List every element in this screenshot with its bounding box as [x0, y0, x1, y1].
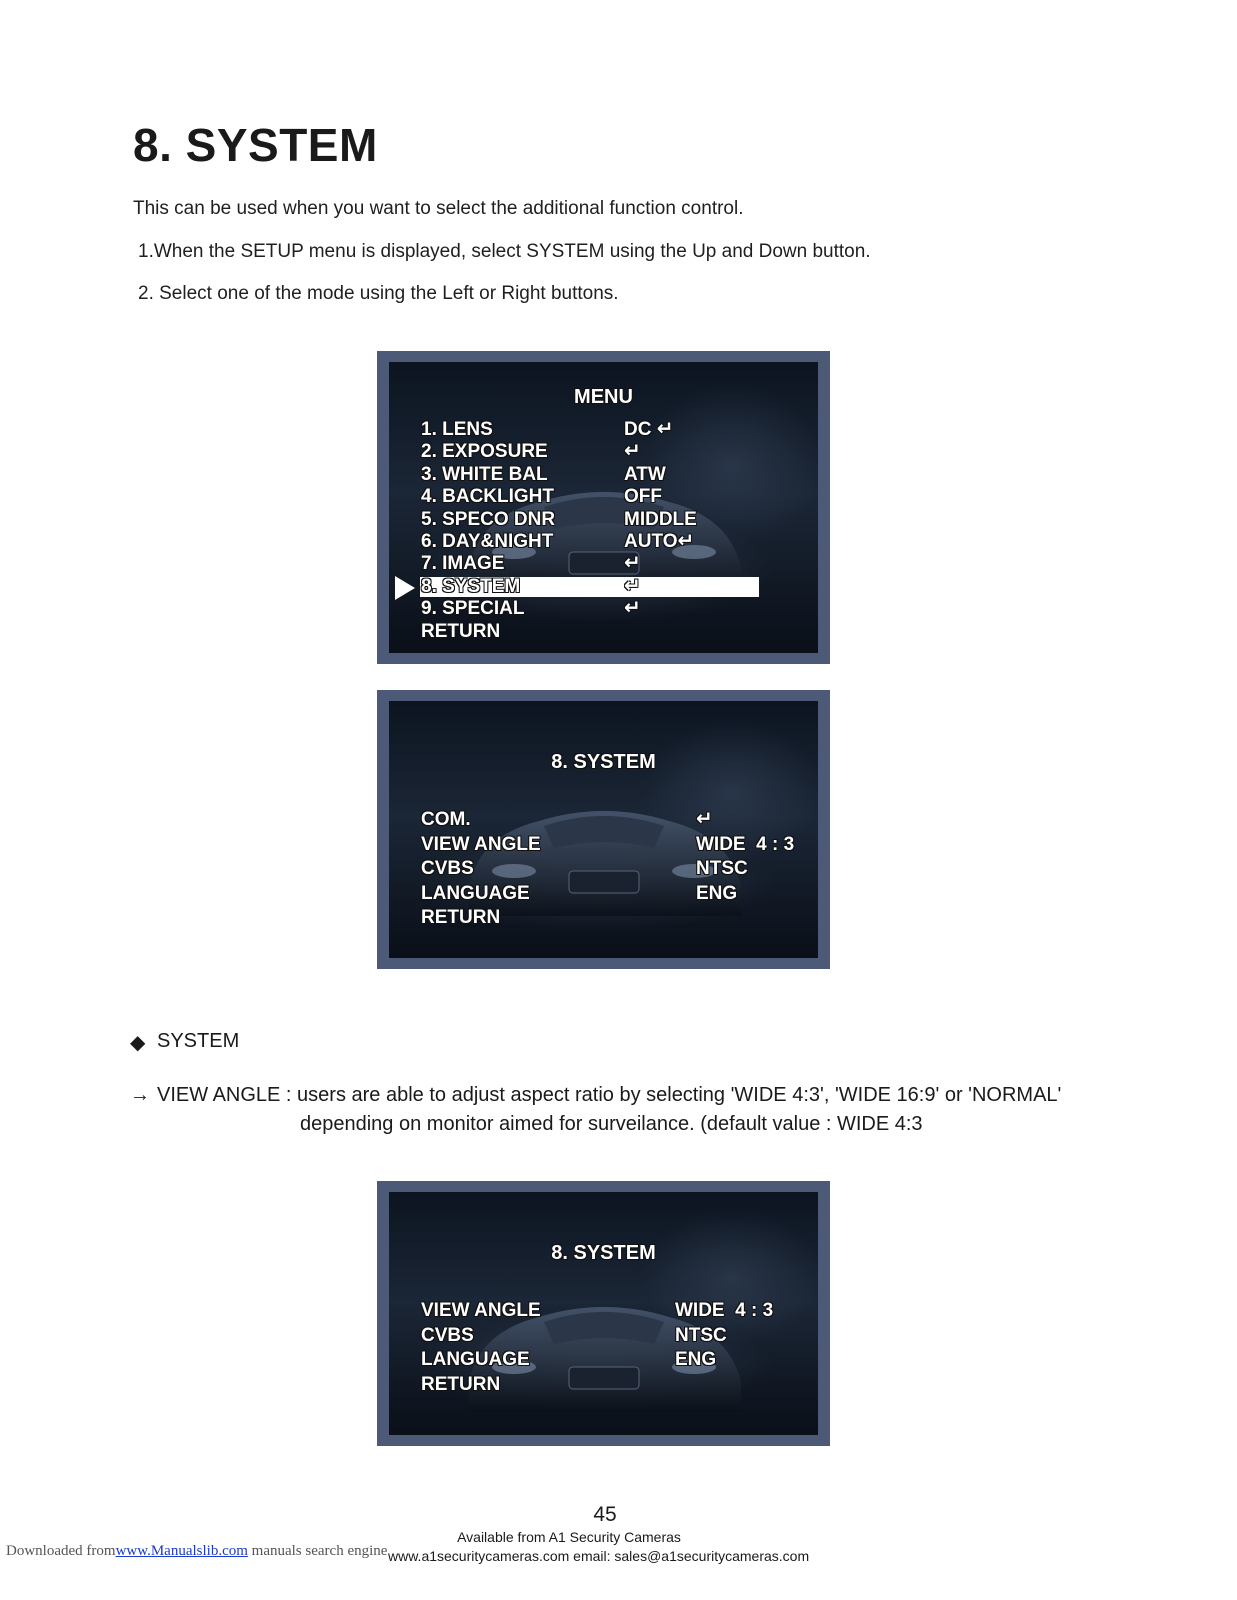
- selection-pointer-icon: [395, 576, 415, 600]
- footer-available: Available from A1 Security Cameras: [457, 1529, 681, 1545]
- step-1: 1.When the SETUP menu is displayed, select SYSTEM using the Up and Down button.: [138, 241, 871, 262]
- footer-contact: www.a1securitycameras.com email: sales@a1securitycameras.com: [388, 1548, 810, 1564]
- system-item-cvbs[interactable]: CVBS: [421, 858, 474, 879]
- menu-item-special[interactable]: 9. SPECIAL: [421, 598, 525, 619]
- menu-item-system[interactable]: 8. SYSTEM: [421, 576, 521, 597]
- system-item-cvbs[interactable]: CVBS: [421, 1325, 474, 1346]
- diamond-bullet-icon: ◆: [130, 1032, 146, 1054]
- car-background-image: [449, 1272, 759, 1422]
- system-heading: 8. SYSTEM: [551, 1242, 656, 1264]
- menu-item-backlight[interactable]: 4. BACKLIGHT: [421, 486, 554, 507]
- menu-item-lens[interactable]: 1. LENS: [421, 419, 493, 440]
- right-arrow-icon: →: [130, 1084, 150, 1106]
- section-label: SYSTEM: [157, 1030, 240, 1052]
- menu-value-white-bal[interactable]: ATW: [624, 464, 666, 485]
- menu-screen-display: [389, 362, 818, 653]
- menu-value-speco-dnr[interactable]: MIDDLE: [624, 509, 697, 530]
- enter-icon: ↵: [656, 418, 674, 440]
- menu-value-exposure[interactable]: [624, 441, 641, 463]
- menu-value-day-night[interactable]: AUTO↵: [624, 530, 695, 552]
- view-angle-description-cont: depending on monitor aimed for surveilance. (default value : WIDE 4:3: [300, 1113, 923, 1135]
- menu-value-lens[interactable]: DC ↵: [624, 418, 674, 440]
- page-number: 45: [593, 1503, 617, 1526]
- intro-text: This can be used when you want to select the additional function control.: [133, 198, 744, 219]
- menu-value-special[interactable]: [624, 598, 641, 620]
- menu-value-backlight[interactable]: OFF: [624, 486, 662, 507]
- system-item-com[interactable]: COM.: [421, 809, 471, 830]
- menu-item-return[interactable]: RETURN: [421, 621, 501, 642]
- system-value-cvbs[interactable]: NTSC: [696, 858, 748, 879]
- menu-item-white-bal[interactable]: 3. WHITE BAL: [421, 464, 548, 485]
- system-item-view-angle[interactable]: VIEW ANGLE: [421, 834, 541, 855]
- system-value-com[interactable]: [696, 809, 713, 831]
- system-screen-view-angle: [377, 1181, 830, 1446]
- menu-value-system[interactable]: [624, 576, 641, 598]
- system-item-language[interactable]: LANGUAGE: [421, 883, 530, 904]
- system-screen: [377, 690, 830, 969]
- system-screen-2-display: [389, 1192, 818, 1435]
- menu-heading: MENU: [574, 386, 633, 408]
- system-item-view-angle[interactable]: VIEW ANGLE: [421, 1300, 541, 1321]
- page-title: 8. SYSTEM: [133, 119, 378, 171]
- system-value-cvbs[interactable]: NTSC: [675, 1325, 727, 1346]
- system-value-language[interactable]: ENG: [675, 1349, 717, 1370]
- system-heading: 8. SYSTEM: [551, 751, 656, 773]
- menu-item-speco-dnr[interactable]: 5. SPECO DNR: [421, 509, 556, 530]
- system-item-language[interactable]: LANGUAGE: [421, 1349, 530, 1370]
- enter-icon: ↵: [624, 575, 641, 597]
- enter-icon: ↵: [624, 597, 641, 619]
- enter-icon: ↵: [677, 530, 695, 552]
- enter-icon: ↵: [696, 808, 713, 830]
- system-item-return[interactable]: RETURN: [421, 907, 501, 928]
- menu-value-image[interactable]: [624, 553, 641, 575]
- step-2: 2. Select one of the mode using the Left or Right buttons.: [138, 283, 619, 304]
- manualslib-link[interactable]: www.Manualslib.com: [115, 1543, 248, 1559]
- downloaded-from: Downloaded fromwww.Manualslib.com manuals search engine: [6, 1543, 388, 1559]
- menu-item-day-night[interactable]: 6. DAY&NIGHT: [421, 531, 554, 552]
- system-screen-display: [389, 701, 818, 958]
- view-angle-description: VIEW ANGLE : users are able to adjust aspect ratio by selecting 'WIDE 4:3', 'WIDE 16:9' or 'NORMAL': [157, 1084, 1062, 1106]
- system-item-return[interactable]: RETURN: [421, 1374, 501, 1395]
- enter-icon: ↵: [624, 552, 641, 574]
- system-value-language[interactable]: ENG: [696, 883, 738, 904]
- enter-icon: ↵: [624, 440, 641, 462]
- system-value-view-angle[interactable]: WIDE 4 : 3: [675, 1300, 774, 1321]
- system-value-view-angle[interactable]: WIDE 4 : 3: [696, 834, 795, 855]
- menu-item-exposure[interactable]: 2. EXPOSURE: [421, 441, 548, 462]
- menu-screen: [377, 351, 830, 664]
- menu-item-image[interactable]: 7. IMAGE: [421, 553, 505, 574]
